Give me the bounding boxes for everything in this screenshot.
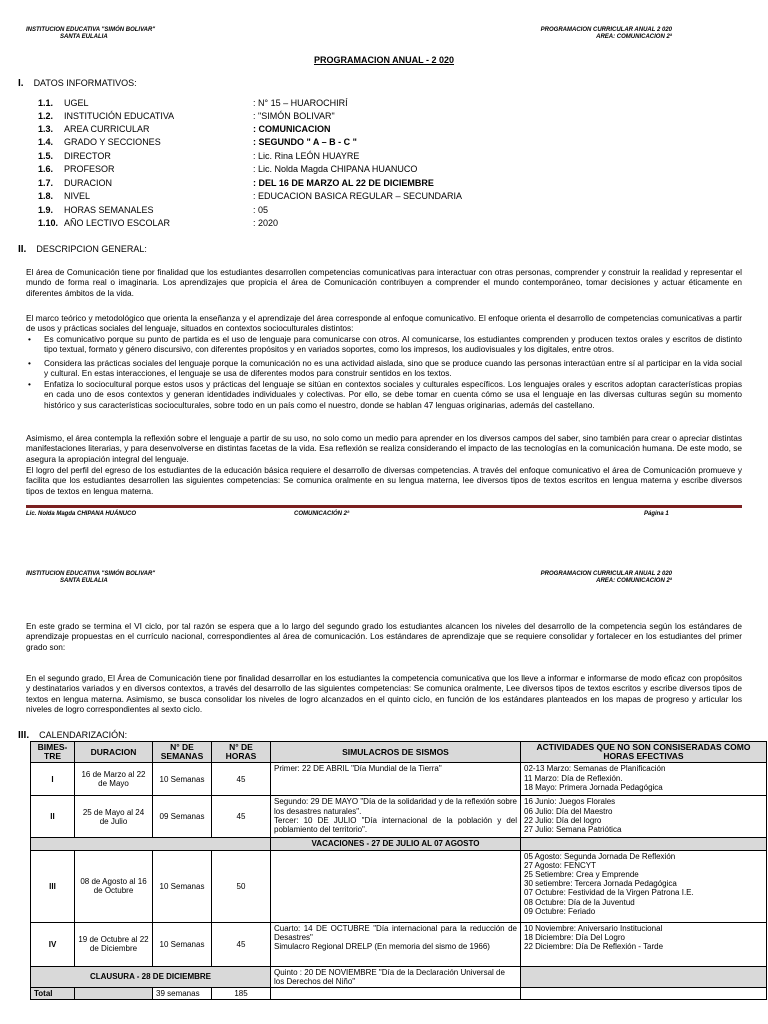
datos-number: 1.2.: [38, 111, 54, 121]
horas-cell: 45: [212, 796, 271, 838]
header-school-2: [26, 571, 155, 585]
paragraph-2: El marco teórico y metodológico que orienta la enseñanza y el aprendizaje del área corresponde al enfoque comunicativo. El enfoque orienta el desarrollo de competencias comunicativas a partir de usos y prácticas sociales del lenguaje, situados en contextos socioculturales distintos:: [26, 313, 742, 334]
datos-number: 1.7.: [38, 178, 54, 188]
header-program: [541, 27, 672, 41]
duracion-cell: 25 de Mayo al 24 de Julio: [75, 796, 153, 838]
col-header-simulacros: SIMULACROS DE SISMOS: [271, 742, 521, 763]
datos-value: : Lic. Nolda Magda CHIPANA HUANUCO: [253, 164, 418, 174]
duracion-cell: 08 de Agosto al 16 de Octubre: [75, 850, 153, 922]
bimestre-cell: II: [31, 796, 75, 838]
simulacro-cell: Segundo: 29 DE MAYO "Día de la solidaridad y de la reflexión sobre los desastres naturales". Tercer: 10 DE JULIO "Día internacional de la población y del poblamiento del territorio".: [271, 796, 521, 838]
bullet-item: • Enfatiza lo sociocultural porque estos usos y prácticas del lenguaje se sitúan en contextos sociales y culturales específicos. Los lenguajes orales y escritos adoptan características propias en cada uno de esos contextos y generan identidades individuales y colectivas. Por ello, se debe tomar en cuenta cómo se usa el lenguaje en las diversas culturas según su momento histórico y sus características socioculturales, sobre todo en un país como el nuestro, donde se hablan 47 lenguas originarias, además del castellano.: [28, 379, 742, 410]
datos-row: [38, 98, 348, 110]
bimestre-cell: IV: [31, 922, 75, 966]
paragraph-1: El área de Comunicación tiene por finalidad que los estudiantes desarrollen competencias comunicativas para interactuar con otras personas, comprender y construir la realidad y representar el mundo de forma real o imaginaria. Los aprendizajes que propicia el área de Comunicación contribuyen a comprender el mundo contemporáneo, tomar decisiones y actuar éticamente en diferentes ámbitos de la vida.: [26, 267, 742, 298]
paragraph-5: En este grado se termina el VI ciclo, por tal razón se espera que a lo largo del segundo grado los estudiantes alcancen los niveles del desarrollo de la competencia según los estándares de aprendizaje propuestas en el currículo nacional, correspondientes al área de comunicación. Los estándares de aprendizaje que se requiere consolidar y fortalecer en los estudiantes del primer grado son:: [26, 621, 742, 652]
datos-row: [38, 124, 331, 136]
datos-value: : EDUCACION BASICA REGULAR – SECUNDARIA: [253, 191, 463, 201]
datos-row: [38, 111, 335, 123]
semanas-cell: 10 Semanas: [153, 763, 212, 796]
duracion-cell: 19 de Octubre al 22 de Diciembre: [75, 922, 153, 966]
activity-item: 18 Diciembre: Día Del Logro: [524, 932, 625, 942]
town-name: SANTA EULALIA: [60, 34, 108, 40]
blank-cell: [521, 838, 767, 850]
activity-item: 11 Marzo: Día de Reflexión.: [524, 773, 623, 783]
footer-area: COMUNICACIÓN 2ª: [294, 511, 350, 517]
program-name: PROGRAMACION CURRICULAR ANUAL 2 020: [540, 27, 672, 33]
activity-item: 06 Julio: Día del Maestro: [524, 806, 613, 816]
activity-item: 02-13 Marzo: Semanas de Planificación: [524, 764, 666, 774]
paragraph-6: En el segundo grado, El Área de Comunicación tiene por finalidad desarrollar en los estudiantes la competencia comunicativa que los lleve a informar e informarse de modo eficaz con propósitos y destinatarios variados y en diversos contextos, a través del desarrollo de las siguientes competencias: Se comunica oralmente, Lee diversos tipos de textos escritos y escribe diversos tipos de textos en lengua materna. Asimismo, se busca consolidar los niveles de logro alcanzados en el quinto ciclo, en función de los estándares planteados en los mapas de progreso y articular los niveles de logro correspondientes al sexto ciclo.: [26, 673, 742, 714]
table-row: [31, 796, 767, 838]
datos-value: : Lic. Rina LEÓN HUAYRE: [253, 151, 360, 161]
datos-value: : "SIMÓN BOLIVAR": [253, 111, 335, 121]
datos-value: : COMUNICACION: [253, 124, 331, 134]
horas-cell: 45: [212, 922, 271, 966]
activity-item: 22 Julio: Día del logro: [524, 815, 602, 825]
datos-row: [38, 218, 279, 230]
datos-label: UGEL: [64, 98, 89, 108]
clausura-row: [31, 966, 767, 987]
col-header-horas: N° DE HORAS: [212, 742, 271, 763]
total-label-cell: Total: [31, 988, 75, 1000]
footer-rule: [26, 505, 742, 508]
section-number: III.: [18, 730, 30, 741]
semanas-cell: 09 Semanas: [153, 796, 212, 838]
datos-label: INSTITUCIÓN EDUCATIVA: [64, 111, 175, 121]
datos-number: 1.4.: [38, 137, 54, 147]
datos-label: PROFESOR: [64, 164, 115, 174]
datos-label: GRADO Y SECCIONES: [64, 137, 161, 147]
paragraph-4: El logro del perfil del egreso de los estudiantes de la educación básica requiere el desarrollo de diversas competencias. A través del enfoque comunicativo el área de Comunicación promueve y facilita que los estudiantes desarrollen las siguientes competencias: Se comunica oralmente en su lengua materna, lee diversos tipos de textos escritos en lengua materna y escribe diversos tipos de textos en lengua materna.: [26, 465, 742, 496]
school-name: INSTITUCION EDUCATIVA "SIMÓN BOLIVAR": [26, 571, 156, 577]
vacaciones-cell: VACACIONES - 27 DE JULIO AL 07 AGOSTO: [271, 838, 521, 850]
actividades-cell: [521, 850, 767, 922]
total-semanas-cell: 39 semanas: [153, 988, 212, 1000]
activity-item: 30 setiembre: Tercera Jornada Pedagógica: [524, 879, 677, 889]
total-horas-cell: 185: [212, 988, 271, 1000]
datos-number: 1.3.: [38, 124, 54, 134]
datos-number: 1.9.: [38, 205, 54, 215]
section-title: CALENDARIZACIÓN:: [39, 730, 128, 740]
horas-cell: 45: [212, 763, 271, 796]
blank-cell: [75, 988, 153, 1000]
datos-row: [38, 151, 360, 163]
semanas-cell: 10 Semanas: [153, 850, 212, 922]
activity-item: 18 Mayo: Primera Jornada Pedagógica: [524, 782, 663, 792]
datos-label: NIVEL: [64, 191, 91, 201]
semanas-cell: 10 Semanas: [153, 922, 212, 966]
bimestre-cell: III: [31, 850, 75, 922]
school-name: INSTITUCION EDUCATIVA "SIMÓN BOLIVAR": [26, 27, 156, 33]
datos-value: : SEGUNDO " A – B - C ": [253, 137, 357, 147]
duracion-cell: 16 de Marzo al 22 de Mayo: [75, 763, 153, 796]
table-row: [31, 922, 767, 966]
datos-number: 1.5.: [38, 151, 54, 161]
datos-value: : 05: [253, 205, 269, 215]
activity-item: 09 Octubre: Feriado: [524, 906, 596, 916]
header-school: [26, 27, 155, 41]
datos-label: DIRECTOR: [64, 151, 111, 161]
section-title: DATOS INFORMATIVOS:: [33, 78, 137, 88]
activity-item: 07 Octubre: Festividad de la Virgen Patrona I.E.: [524, 888, 694, 898]
area-name: AREA: COMUNICACION 2ª: [596, 34, 672, 40]
table-header-row: [31, 742, 767, 763]
datos-number: 1.10.: [38, 218, 59, 228]
activity-item: 27 Julio: Semana Patriótica: [524, 825, 622, 835]
section-1-heading: [18, 78, 137, 89]
blank-cell: [271, 988, 521, 1000]
table-row: [31, 850, 767, 922]
activity-item: 16 Junio: Juegos Florales: [524, 797, 616, 807]
clausura-simulacro-cell: Quinto : 20 DE NOVIEMBRE "Día de la Declaración Universal de los Derechos del Niño": [271, 966, 521, 987]
section-2-heading: [18, 244, 147, 255]
total-row: [31, 988, 767, 1000]
datos-number: 1.8.: [38, 191, 54, 201]
area-name: AREA: COMUNICACION 2ª: [596, 578, 672, 584]
calendar-table: [30, 741, 767, 1000]
section-number: II.: [18, 244, 27, 255]
blank-cell: [521, 988, 767, 1000]
bullet-item: • Es comunicativo porque su punto de partida es el uso de lenguaje para comunicarse con otros. Al comunicarse, los estudiantes comprenden y producen textos orales y escritos de distinto tipo textual, formato y género discursivo, con diferentes propósitos y en variados soportes, como los impresos, los audiovisuales y los digitales, entre otros.: [28, 334, 742, 355]
datos-value: : N° 15 – HUAROCHIRÍ: [253, 98, 348, 108]
header-program-2: [541, 571, 672, 585]
activity-item: 08 Octubre: Día de la Juventud: [524, 897, 635, 907]
bimestre-cell: I: [31, 763, 75, 796]
simulacro-cell: Cuarto: 14 DE OCTUBRE "Día internacional para la reducción de Desastres" Simulacro Regional DRELP (En memoria del sismo de 1966): [271, 922, 521, 966]
town-name: SANTA EULALIA: [60, 578, 108, 584]
col-header-actividades: ACTIVIDADES QUE NO SON CONSISERADAS COMO HORAS EFECTIVAS: [521, 742, 767, 763]
blank-cell: [31, 838, 271, 850]
datos-value: : 2020: [253, 218, 279, 228]
section-3-heading: [18, 730, 127, 741]
datos-label: AÑO LECTIVO ESCOLAR: [64, 218, 171, 228]
col-header-bimestre: BIMES-TRE: [31, 742, 75, 763]
datos-label: HORAS SEMANALES: [64, 205, 154, 215]
col-header-semanas: N° DE SEMANAS: [153, 742, 212, 763]
section-number: I.: [18, 78, 24, 89]
datos-value: : DEL 16 DE MARZO AL 22 DE DICIEMBRE: [253, 178, 434, 188]
datos-label: DURACION: [64, 178, 113, 188]
datos-row: [38, 191, 463, 203]
activity-item: 10 Noviembre: Aniversario Institucional: [524, 923, 663, 933]
col-header-duracion: DURACION: [75, 742, 153, 763]
actividades-cell: [521, 763, 767, 796]
clausura-cell: CLAUSURA - 28 DE DICIEMBRE: [31, 966, 271, 987]
horas-cell: 50: [212, 850, 271, 922]
datos-number: 1.1.: [38, 98, 54, 108]
activity-item: 27 Agosto: FENCYT: [524, 860, 597, 870]
datos-row: [38, 137, 357, 149]
bullet-item: • Considera las prácticas sociales del lenguaje porque la comunicación no es una actividad aislada, sino que se produce cuando las personas interactúan entre sí al participar en la vida social y cultural. En estas interacciones, el lenguaje se usa de diferentes modos para construir sentidos en los textos.: [28, 358, 742, 379]
activity-item: 22 Diciembre: Día De Reflexión - Tarde: [524, 942, 664, 952]
program-name: PROGRAMACION CURRICULAR ANUAL 2 020: [540, 571, 672, 577]
table-row: [31, 763, 767, 796]
footer-author: Lic. Nolda Magda CHIPANA HUÁNUCO: [26, 511, 137, 517]
blank-cell: [521, 966, 767, 987]
datos-row: [38, 164, 418, 176]
datos-number: 1.6.: [38, 164, 54, 174]
page-title: PROGRAMACION ANUAL - 2 020: [313, 55, 455, 65]
datos-row: [38, 205, 269, 217]
actividades-cell: [521, 922, 767, 966]
datos-row: [38, 178, 434, 190]
vacaciones-row: [31, 838, 767, 850]
paragraph-3: Asimismo, el área contempla la reflexión sobre el lenguaje a partir de su uso, no solo como un medio para aprender en los diversos campos del saber, sino también para crear o apreciar distintas manifestaciones literarias, y para desenvolverse en distintas facetas de la vida. Esa reflexión se realiza considerando el impacto de las tecnologías en la comunicación humana. De este modo, se asegura la apropiación integral del lenguaje.: [26, 433, 742, 464]
section-title: DESCRIPCION GENERAL:: [36, 244, 147, 254]
activity-item: 25 Setiembre: Crea y Emprende: [524, 870, 639, 880]
datos-label: AREA CURRICULAR: [64, 124, 150, 134]
simulacro-cell: [271, 850, 521, 922]
actividades-cell: [521, 796, 767, 838]
footer-page: Página 1: [644, 511, 669, 517]
simulacro-cell: Primer: 22 DE ABRIL "Día Mundial de la Tierra": [271, 763, 521, 796]
activity-item: 05 Agosto: Segunda Jornada De Reflexión: [524, 851, 676, 861]
